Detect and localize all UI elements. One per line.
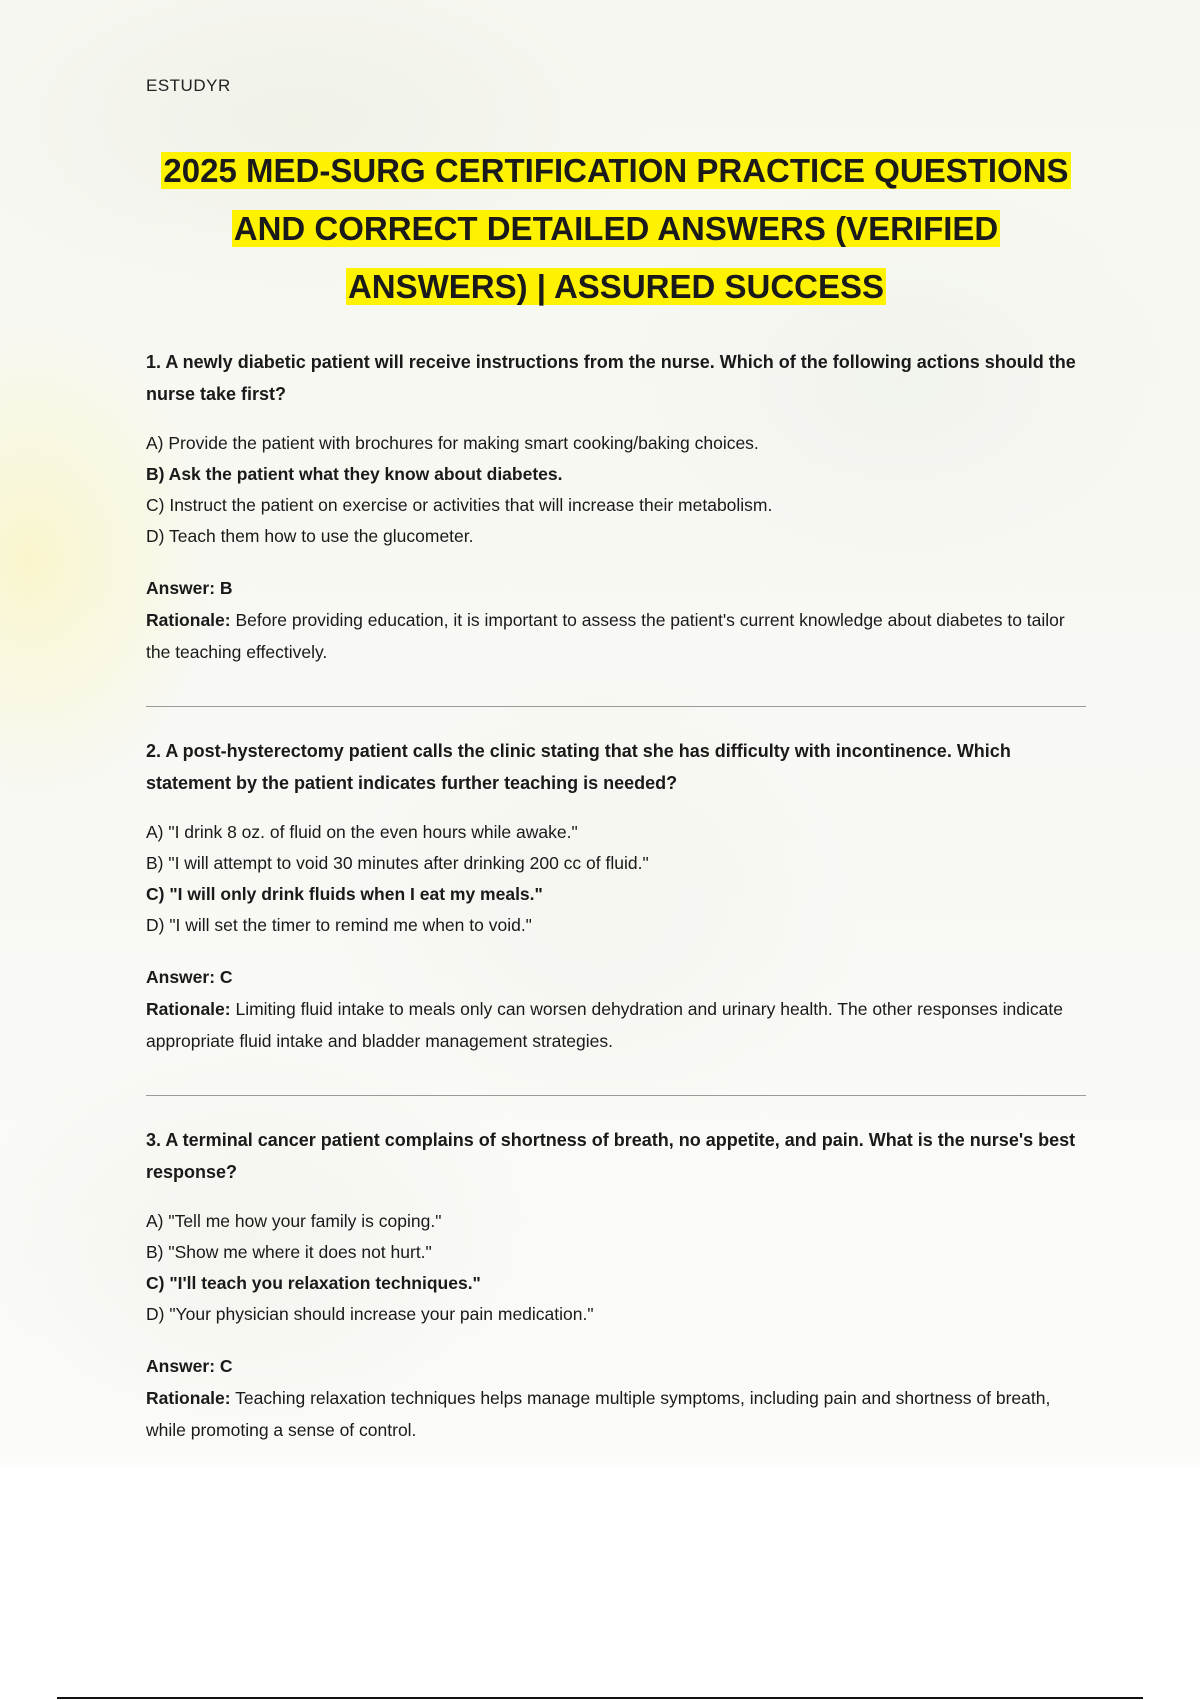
option-c-correct: C) "I'll teach you relaxation techniques." — [146, 1273, 481, 1293]
option-a: A) "I drink 8 oz. of fluid on the even hours while awake." — [146, 822, 578, 842]
rationale — [146, 604, 1086, 668]
question-text: 2. A post-hysterectomy patient calls the clinic stating that she has difficulty with incontinence. Which statement by the patient indicates further teaching is needed? — [146, 741, 1011, 793]
brand-label: ESTUDYR — [146, 76, 231, 95]
title-line: 2025 MED-SURG CERTIFICATION PRACTICE QUESTIONS — [163, 152, 1069, 189]
rationale-label: Rationale: — [146, 610, 231, 630]
rationale-text: Limiting fluid intake to meals only can worsen dehydration and urinary health. The other responses indicate appropriate fluid intake and bladder management strategies. — [146, 999, 1063, 1051]
option-d: D) "I will set the timer to remind me when to void." — [146, 915, 532, 935]
document-title — [146, 142, 1086, 316]
footer-rule — [57, 1697, 1143, 1699]
option-c-correct: C) "I will only drink fluids when I eat my meals." — [146, 884, 543, 904]
option-d: D) "Your physician should increase your pain medication." — [146, 1304, 594, 1324]
options-list — [146, 428, 1086, 552]
section-divider — [146, 706, 1086, 707]
document-content — [146, 70, 1086, 1446]
options-list — [146, 1206, 1086, 1330]
title-line: ANSWERS) | ASSURED SUCCESS — [347, 268, 885, 305]
question-block-2 — [146, 735, 1086, 1057]
option-a: A) Provide the patient with brochures for making smart cooking/baking choices. — [146, 433, 759, 453]
option-b-correct: B) Ask the patient what they know about diabetes. — [146, 464, 563, 484]
options-list — [146, 817, 1086, 941]
rationale-label: Rationale: — [146, 999, 231, 1019]
rationale-text: Teaching relaxation techniques helps manage multiple symptoms, including pain and shortness of breath, while promoting a sense of control. — [146, 1388, 1051, 1440]
rationale — [146, 993, 1086, 1057]
option-b: B) "Show me where it does not hurt." — [146, 1242, 432, 1262]
rationale-label: Rationale: — [146, 1388, 231, 1408]
option-d: D) Teach them how to use the glucometer. — [146, 526, 474, 546]
option-a: A) "Tell me how your family is coping." — [146, 1211, 442, 1231]
question-block-3 — [146, 1124, 1086, 1446]
option-b: B) "I will attempt to void 30 minutes after drinking 200 cc of fluid." — [146, 853, 649, 873]
answer-label: Answer: C — [146, 967, 233, 987]
question-text: 1. A newly diabetic patient will receive instructions from the nurse. Which of the following actions should the nurse take first? — [146, 352, 1076, 404]
rationale-text: Before providing education, it is important to assess the patient's current knowledge about diabetes to tailor the teaching effectively. — [146, 610, 1065, 662]
option-c: C) Instruct the patient on exercise or activities that will increase their metabolism. — [146, 495, 773, 515]
answer-label: Answer: C — [146, 1356, 233, 1376]
question-text: 3. A terminal cancer patient complains of shortness of breath, no appetite, and pain. What is the nurse's best response? — [146, 1130, 1076, 1182]
question-block-1 — [146, 346, 1086, 668]
rationale — [146, 1382, 1086, 1446]
answer-label: Answer: B — [146, 578, 233, 598]
section-divider — [146, 1095, 1086, 1096]
title-line: AND CORRECT DETAILED ANSWERS (VERIFIED — [233, 210, 999, 247]
